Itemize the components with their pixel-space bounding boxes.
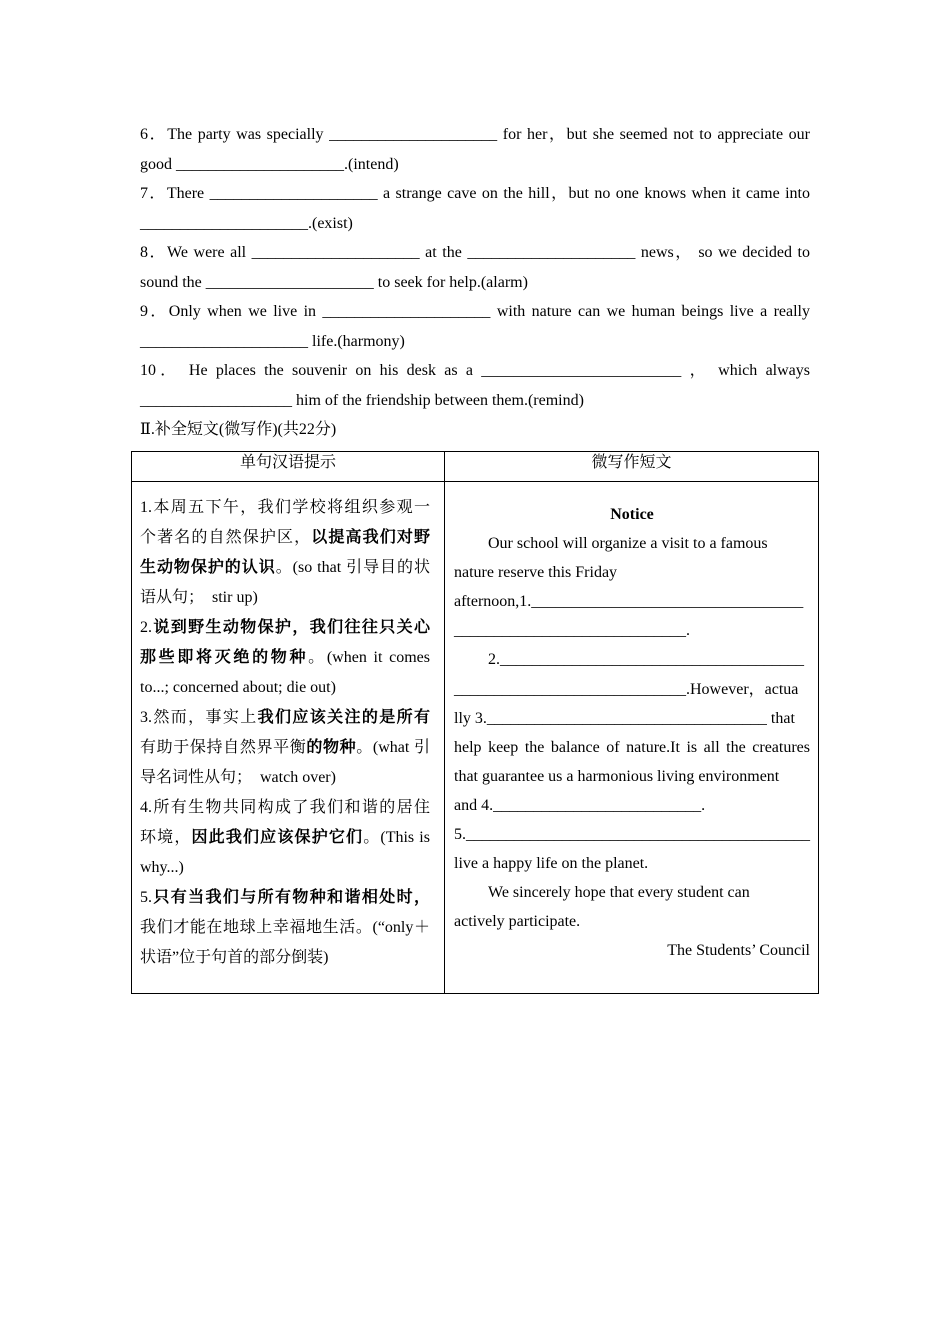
essay-line: actively participate. bbox=[454, 913, 581, 931]
hint-3-line-3 bbox=[140, 763, 430, 793]
hint-4-line-3 bbox=[140, 853, 430, 883]
hint-text-bold: 以提高我们对野 bbox=[311, 529, 430, 546]
essay-line-blank-3: lly 3.___________________________________ that bbox=[454, 709, 795, 727]
hint-2-line-1 bbox=[140, 613, 430, 643]
essay-line: _____________________________.However，actua bbox=[454, 680, 799, 698]
hint-text: 环境， bbox=[140, 829, 192, 846]
essay-line: nature reserve this Friday bbox=[454, 564, 618, 582]
hint-1-line-1 bbox=[140, 493, 430, 523]
hint-4-line-2 bbox=[140, 823, 430, 853]
hint-text-bold: 的物种 bbox=[306, 739, 357, 756]
hint-text: to...; concerned about; die out) bbox=[140, 679, 336, 696]
hint-5-line-1 bbox=[140, 883, 430, 913]
hint-2-line-3 bbox=[140, 673, 430, 703]
hint-3-line-1 bbox=[140, 703, 430, 733]
hint-5-line-2 bbox=[140, 913, 430, 943]
essay-line: live a happy life on the planet. bbox=[454, 855, 649, 873]
hint-5-line-3 bbox=[140, 943, 430, 973]
question-9-line-1: 9．Only when we live in _____________________ with nature can we human beings live a really bbox=[140, 303, 810, 320]
hint-4-line-1 bbox=[140, 793, 430, 823]
hint-text: 2. bbox=[140, 619, 152, 636]
hint-1-line-4 bbox=[140, 583, 430, 613]
hint-3-line-2 bbox=[140, 733, 430, 763]
hint-text-bold: 因此我们应该保护它们 bbox=[191, 829, 364, 846]
essay-title: Notice bbox=[610, 506, 654, 523]
hint-text: 。(what 引 bbox=[356, 739, 430, 756]
question-10-line-1: 10． He places the souvenir on his desk as a _________________________ ， which always bbox=[140, 362, 810, 379]
question-8-line-2: sound the _____________________ to seek for help.(alarm) bbox=[140, 273, 528, 291]
hint-text: 5. bbox=[140, 889, 152, 906]
hint-text-bold: 说到野生动物保护，我们往往只关心 bbox=[152, 619, 430, 636]
question-10-line-2: ___________________ him of the friendship between them.(remind) bbox=[140, 391, 584, 409]
table-header-hints: 单句汉语提示 bbox=[132, 452, 445, 482]
question-9-line-2: _____________________ life.(harmony) bbox=[140, 332, 405, 350]
essay-signature: The Students’ Council bbox=[667, 942, 810, 960]
section-title: Ⅱ.补全短文(微写作)(共22分) bbox=[140, 421, 337, 438]
essay-line-blank-5: 5.___________________________________________ bbox=[454, 826, 810, 844]
table-header-essay: 微写作短文 bbox=[445, 452, 818, 482]
hint-text: 个著名的自然保护区， bbox=[140, 529, 312, 546]
hint-text: 3.然而，事实上 bbox=[140, 709, 258, 726]
hint-text: 有助于保持自然界平衡 bbox=[140, 739, 307, 756]
hint-text: 。(when it comes bbox=[308, 649, 430, 666]
essay-line: help keep the balance of nature.It is all the creatures bbox=[454, 738, 810, 756]
question-6-line-1: 6．The party was specially _____________________ for her，but she seemed not to appreciate our bbox=[140, 126, 811, 143]
hint-text-bold: 生动物保护的认识 bbox=[140, 559, 276, 576]
hint-text: 。(This is bbox=[363, 829, 430, 846]
hint-2-line-2 bbox=[140, 643, 430, 673]
hint-text-bold: 只有当我们与所有物种和谐相处时， bbox=[152, 889, 430, 906]
hint-text: 状语”位于句首的部分倒装) bbox=[140, 949, 329, 966]
hint-1-line-3 bbox=[140, 553, 430, 583]
hint-text: 我们才能在地球上幸福地生活。(“only＋ bbox=[140, 919, 430, 936]
essay-line: that guarantee us a harmonious living environment bbox=[454, 767, 780, 785]
question-8-line-1: 8．We were all _____________________ at the _____________________ news， so we decided to bbox=[140, 244, 810, 261]
hint-text: 导名词性从句； watch over) bbox=[140, 769, 336, 786]
essay-line: Our school will organize a visit to a famous bbox=[488, 535, 768, 553]
hint-text: 。(so that 引导目的状 bbox=[275, 559, 430, 576]
essay-line: We sincerely hope that every student can bbox=[488, 884, 750, 902]
essay-line-blank-4: and 4.__________________________. bbox=[454, 796, 706, 814]
hint-text: 语从句； stir up) bbox=[140, 589, 258, 606]
question-6-line-2: good _____________________.(intend) bbox=[140, 155, 399, 173]
hint-text-bold: 我们应该关注的是所有 bbox=[257, 709, 430, 726]
essay-cell bbox=[445, 482, 818, 993]
essay-line: _____________________________. bbox=[454, 622, 690, 640]
hint-text-bold: 那些即将灭绝的物种 bbox=[140, 649, 309, 666]
hint-1-line-2 bbox=[140, 523, 430, 553]
writing-table bbox=[131, 451, 819, 994]
fill-in-questions bbox=[140, 120, 810, 445]
essay-line-blank-2: 2.______________________________________ bbox=[488, 651, 804, 669]
hint-text: why...) bbox=[140, 859, 184, 876]
hint-text: 4.所有生物共同构成了我们和谐的居住 bbox=[140, 799, 430, 816]
question-7-line-2: _____________________.(exist) bbox=[140, 214, 353, 232]
hint-text: 1.本周五下午，我们学校将组织参观一 bbox=[140, 499, 430, 516]
question-7-line-1: 7．There _____________________ a strange cave on the hill，but no one knows when it came into bbox=[140, 185, 811, 202]
hints-cell bbox=[132, 482, 445, 993]
essay-line-blank-1: afternoon,1.__________________________________ bbox=[454, 593, 804, 611]
